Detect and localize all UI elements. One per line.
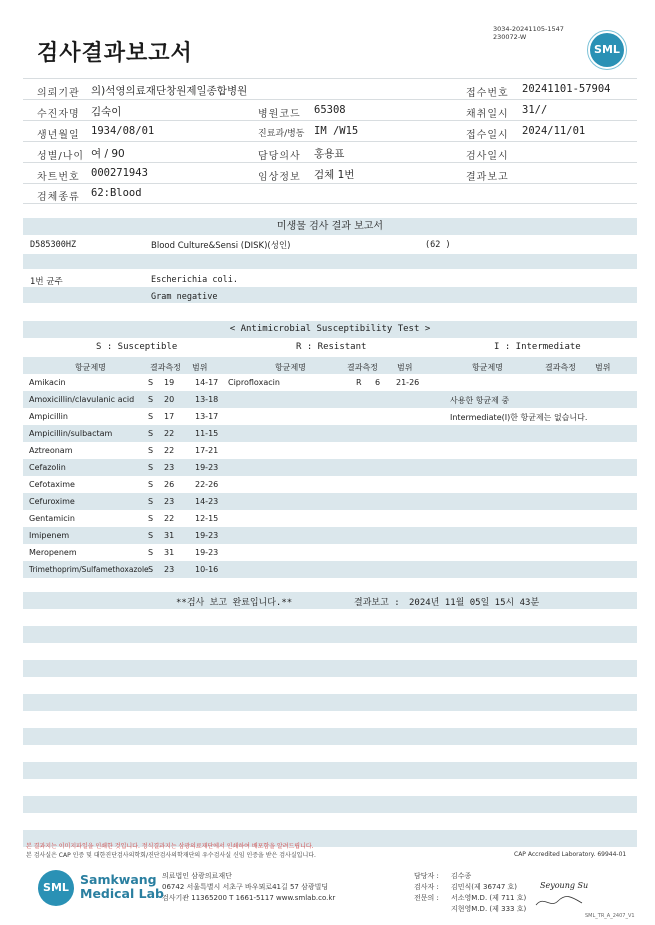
blank-band (23, 660, 637, 677)
drug-sir: S (148, 565, 154, 574)
section-header (23, 218, 637, 235)
notice-accreditation: 본 검사실은 CAP 인증 및 대한진단검사의학회/진단검사의학재단의 우수검사실 신임 인증을 받은 검사실입니다. (26, 852, 316, 859)
drug-name: Trimethoprim/Sulfamethoxazole (29, 565, 149, 574)
drug-value: 23 (164, 463, 175, 472)
blank-band (23, 796, 637, 813)
table-row (23, 493, 637, 510)
table-row (23, 459, 637, 476)
blank-band (23, 694, 637, 711)
drug-sir: R (356, 378, 362, 387)
intermediate-note-line-2: Intermediate(I)한 항균제는 없습니다. (450, 413, 588, 422)
label-receipt-time: 접수일시 (466, 130, 509, 141)
col-result-3: 결과측정 (545, 363, 576, 372)
label-collection-time: 채취일시 (466, 109, 509, 120)
spacer-band (23, 254, 637, 269)
table-row (23, 544, 637, 561)
drug-range: 11-15 (195, 429, 219, 438)
staff-tester: 김민식(제 36747 호) (451, 883, 517, 891)
table-row (23, 391, 637, 408)
drug-sir: S (148, 446, 154, 455)
sex-age: 여 / 90 (91, 148, 125, 160)
birth-date: 1934/08/01 (91, 125, 155, 137)
collection-time: 31// (522, 104, 548, 116)
drug-value: 20 (164, 395, 175, 404)
drug-value: 23 (164, 565, 175, 574)
drug-value: 22 (164, 429, 175, 438)
drug-value: 6 (375, 378, 381, 387)
test-code: D585300HZ (30, 240, 77, 250)
drug-name: Amoxicillin/clavulanic acid (29, 395, 135, 404)
drug-range: 14-23 (195, 497, 219, 506)
organism-name: Escherichia coli. (151, 275, 238, 285)
drug-range: 13-18 (195, 395, 219, 404)
legend-resistant: R : Resistant (296, 342, 367, 352)
drug-name: Gentamicin (29, 514, 75, 523)
blank-band (23, 728, 637, 745)
drug-value: 22 (164, 446, 175, 455)
drug-range: 21-26 (396, 378, 420, 387)
col-result-2: 결과측정 (347, 363, 378, 372)
sml-logo: SML (590, 33, 624, 67)
drug-name: Cefazolin (29, 463, 66, 472)
label-requesting-institution: 의뢰기관 (37, 88, 80, 99)
label-clinical-info: 임상정보 (258, 172, 301, 183)
blank-band (23, 762, 637, 779)
legend-susceptible: S : Susceptible (96, 342, 178, 352)
report-time: 2024년 11월 05일 15시 43분 (409, 598, 540, 608)
col-result-1: 결과측정 (150, 363, 181, 372)
drug-range: 10-16 (195, 565, 219, 574)
col-drug-1: 항균제명 (75, 363, 106, 372)
drug-range: 19-23 (195, 463, 219, 472)
drug-name: Cefuroxime (29, 497, 75, 506)
org-contact: 검사기관 11365200 T 1661-5117 www.smlab.co.kr (162, 894, 336, 902)
physician: 홍용표 (314, 148, 345, 160)
gram-stain: Gram negative (151, 292, 218, 302)
org-address: 06742 서울특별시 서초구 바우뫼로41길 57 삼광빌딩 (162, 883, 329, 891)
drug-value: 23 (164, 497, 175, 506)
ast-header (23, 321, 637, 338)
org-name: 의료법인 삼광의료재단 (162, 872, 232, 880)
col-range-1: 범위 (192, 363, 208, 372)
drug-name: Ampicillin/sulbactam (29, 429, 113, 438)
drug-value: 22 (164, 514, 175, 523)
table-row (23, 374, 637, 391)
drug-sir: S (148, 429, 154, 438)
table-row (23, 510, 637, 527)
accession-number: 20241101-57904 (522, 83, 611, 95)
label-department-ward: 진료과/병동 (258, 129, 305, 139)
drug-sir: S (148, 514, 154, 523)
drug-name: Ampicillin (29, 412, 68, 421)
label-sex-age: 성별/나이 (37, 151, 85, 162)
drug-name: Meropenem (29, 548, 77, 557)
intermediate-note-line-1: 사용한 항균제 중 (450, 396, 510, 405)
test-name: Blood Culture&Sensi (DISK)(성인) (151, 241, 291, 251)
patient-name: 김숙이 (91, 106, 122, 118)
drug-sir: S (148, 531, 154, 540)
drug-range: 14-17 (195, 378, 219, 387)
label-accession-number: 접수번호 (466, 88, 509, 99)
label-hospital-code: 병원코드 (258, 109, 301, 120)
table-row (23, 442, 637, 459)
col-range-3: 범위 (595, 363, 611, 372)
drug-name: Ciprofloxacin (228, 378, 280, 387)
hospital-code: 65308 (314, 104, 346, 116)
drug-range: 19-23 (195, 548, 219, 557)
table-row (23, 527, 637, 544)
drug-name: Amikacin (29, 378, 66, 387)
label-birth-date: 생년월일 (37, 130, 80, 141)
signature: Seyoung Su (540, 881, 589, 890)
brand-circle: SML (38, 870, 74, 906)
staff-roles: 담당자 : 검사자 : 전문의 : (414, 872, 439, 902)
drug-sir: S (148, 463, 154, 472)
drug-range: 17-21 (195, 446, 219, 455)
section-title: 미생물 검사 결과 보고서 (276, 221, 384, 232)
completion-text: **검사 보고 완료입니다.** (176, 598, 293, 608)
label-specimen-type: 검체종류 (37, 192, 80, 203)
label-physician: 담당의사 (258, 151, 301, 162)
report-time-label: 결과보고 : (354, 598, 400, 608)
completion-band (23, 592, 637, 609)
requesting-institution: 의)석영의료재단창원제일종합병원 (91, 85, 248, 97)
label-test-time: 검사일시 (466, 151, 509, 162)
blank-band (23, 626, 637, 643)
drug-value: 19 (164, 378, 175, 387)
staff-specialist-1: 서소영M.D. (제 711 호) (451, 894, 527, 902)
report-title: 검사결과보고서 (37, 41, 193, 66)
receipt-time: 2024/11/01 (522, 125, 586, 137)
table-row (23, 408, 637, 425)
drug-range: 22-26 (195, 480, 219, 489)
drug-name: Imipenem (29, 531, 70, 540)
drug-sir: S (148, 395, 154, 404)
legend-intermediate: I : Intermediate (494, 342, 581, 352)
table-row (23, 561, 637, 578)
cap-accreditation: CAP Accredited Laboratory. 69944-01 (514, 851, 627, 858)
chart-number: 000271943 (91, 167, 148, 179)
table-row (23, 476, 637, 493)
drug-value: 17 (164, 412, 175, 421)
drug-sir: S (148, 378, 154, 387)
label-chart-number: 차트번호 (37, 172, 80, 183)
col-range-2: 범위 (397, 363, 413, 372)
col-drug-2: 항균제명 (275, 363, 306, 372)
drug-sir: S (148, 548, 154, 557)
staff-specialist-2: 지현영M.D. (제 333 호) (451, 905, 527, 913)
department-ward: IM /W15 (314, 125, 359, 137)
drug-range: 19-23 (195, 531, 219, 540)
drug-sir: S (148, 412, 154, 421)
brand-name: Samkwang Medical Lab (80, 872, 164, 901)
table-row (23, 425, 637, 442)
isolate-label: 1번 균주 (30, 277, 63, 287)
drug-name: Cefotaxime (29, 480, 75, 489)
drug-value: 31 (164, 548, 175, 557)
drug-value: 26 (164, 480, 175, 489)
form-code: SML_TR_A_2407_V1 (585, 913, 635, 919)
notice-image-copy: 본 결과지는 이미지파일을 인쇄한 것입니다. 정식결과지는 삼광의료재단에서 인쇄하여 배포함을 알려드립니다. (26, 843, 314, 850)
drug-value: 31 (164, 531, 175, 540)
staff-names (451, 871, 526, 915)
gram-band (23, 287, 637, 303)
col-drug-3: 항균제명 (472, 363, 503, 372)
drug-name: Aztreonam (29, 446, 73, 455)
drug-range: 12-15 (195, 514, 219, 523)
signature-scribble (534, 893, 584, 911)
staff-manager: 김수종 (451, 872, 472, 880)
drug-sir: S (148, 497, 154, 506)
specimen-type: 62:Blood (91, 187, 142, 199)
test-number: (62 ) (425, 240, 451, 250)
clinical-info: 검체 1번 (314, 169, 355, 181)
label-result-report: 결과보고 (466, 172, 509, 183)
report-code: 3034-20241105-1547 230072-W (493, 25, 564, 41)
ast-title: < Antimicrobial Susceptibility Test > (229, 324, 431, 334)
drug-range: 13-17 (195, 412, 219, 421)
label-patient-name: 수진자명 (37, 109, 80, 120)
lab-address-block (162, 871, 335, 904)
drug-sir: S (148, 480, 154, 489)
